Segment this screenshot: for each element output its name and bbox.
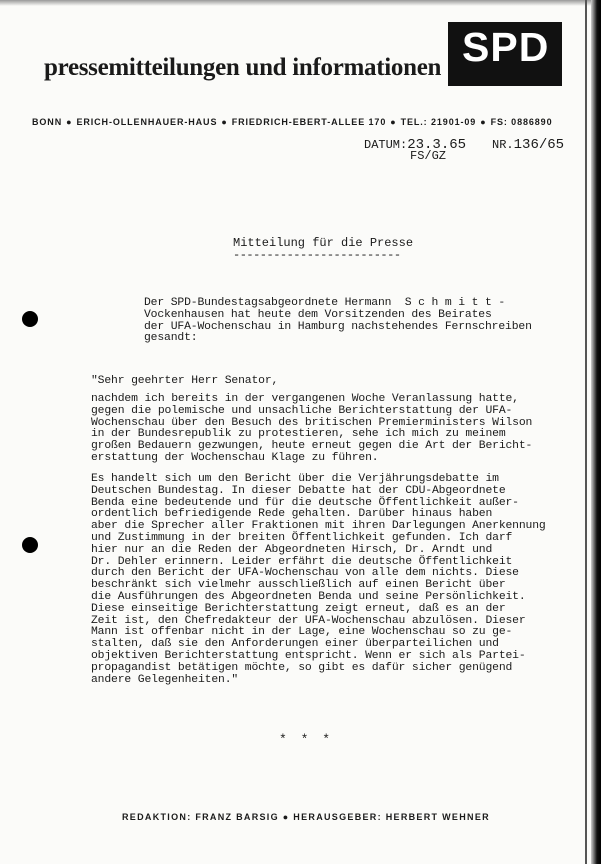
letter-paragraph-2: Es handelt sich um den Bericht über die Verjährungsdebatte im Deutschen Bundestag. In dieser Debatte hat der CDU-Abgeordnete Benda eine bedeutende und für die deutsche Öffentlichkeit außer- ordentlich befriedigende Rede gehalten. Darüber hinaus haben aber die Sprecher aller Fraktionen mit ihren Darlegungen Anerkennung und Zustimmung in der breiten Öffentlichkeit gefunden. Ich darf hier nur an die Reden der Abgeordneten Hirsch, Dr. Arndt und Dr. Dehler erinnern. Leider erfährt die deutsche Öffentlichkeit durch den Bericht der UFA-Wochenschau von alle dem nichts. Diese beschränkt sich vielmehr ausschließlich auf einen Bericht über die Ausführungen des Abgeordneten Benda und seine Persönlichkeit. Diese einseitige Berichterstattung zeigt erneut, daß es an der Zeit ist, den Chefredakteur der UFA-Wochenschau abzulösen. Dieser Mann ist offenbar nicht in der Lage, eine Wochenschau so zu ge- stalten, daß sie den Anforderungen einer überparteilichen und objektiven Berichterstattung entspricht. Wenn er sich als Partei- propagandist betätigen möchte, so gibt es dafür sicher genügend andere Gelegenheiten." <box>91 473 546 686</box>
bullet-icon: ● <box>282 812 290 822</box>
spd-logo-text: SPD <box>462 24 550 70</box>
footer-credits <box>122 812 490 822</box>
address-phone: TEL.: 21901-09 <box>400 117 477 127</box>
initials: FS/GZ <box>410 149 447 163</box>
scan-edge-right <box>591 0 601 864</box>
scan-edge-line <box>585 0 587 864</box>
letter-paragraph-1: nachdem ich bereits in der vergangenen Woche Veranlassung hatte, gegen die polemische und unsachliche Berichterstattung der UFA- Wochenschau über den Besuch des britischen Premierministers Wilson in der Bundesrepublik zu protestieren, sehe ich mich zu meinem großen Bedauern gezwungen, heute erneut gegen die Art der Bericht- erstattung der Wochenschau Klage zu führen. <box>91 393 533 464</box>
intro-paragraph: Der SPD-Bundestagsabgeordnete Hermann S c h m i t t - Vockenhausen hat heute dem Vorsitzenden des Beirates der UFA-Wochenschau in Hamburg nachstehendes Fernschreiben gesandt: <box>144 297 532 345</box>
nr-label: NR. <box>492 138 514 152</box>
masthead-title: pressemitteilungen und informationen <box>44 54 442 81</box>
document-heading: Mitteilung für die Presse <box>233 236 414 250</box>
datum-label: DATUM: <box>364 138 408 152</box>
punch-hole <box>22 311 38 327</box>
spd-logo <box>448 22 562 86</box>
datum-value: 23.3.65 <box>407 137 467 153</box>
punch-hole <box>22 537 38 553</box>
address-street: FRIEDRICH-EBERT-ALLEE 170 <box>231 117 387 127</box>
bullet-icon: ● <box>480 117 487 127</box>
address-building: ERICH-OLLENHAUER-HAUS <box>76 117 218 127</box>
bullet-icon: ● <box>390 117 397 127</box>
scan-edge-top <box>0 0 601 6</box>
herausgeber-name: HERBERT WEHNER <box>385 812 490 822</box>
herausgeber-label: HERAUSGEBER: <box>293 812 382 822</box>
salutation: "Sehr geehrter Herr Senator, <box>91 375 279 387</box>
address-line <box>32 117 553 127</box>
redaktion-label: REDAKTION: <box>122 812 192 822</box>
address-telex: FS: 0886890 <box>490 117 553 127</box>
closing-stars: * * * <box>279 732 334 747</box>
address-city: BONN <box>32 117 63 127</box>
bullet-icon: ● <box>221 117 228 127</box>
heading-underline: ------------------------- <box>233 248 401 262</box>
nr-value: 136/65 <box>513 137 565 153</box>
date-number-line <box>364 137 564 153</box>
bullet-icon: ● <box>66 117 73 127</box>
redaktion-name: FRANZ BARSIG <box>195 812 279 822</box>
